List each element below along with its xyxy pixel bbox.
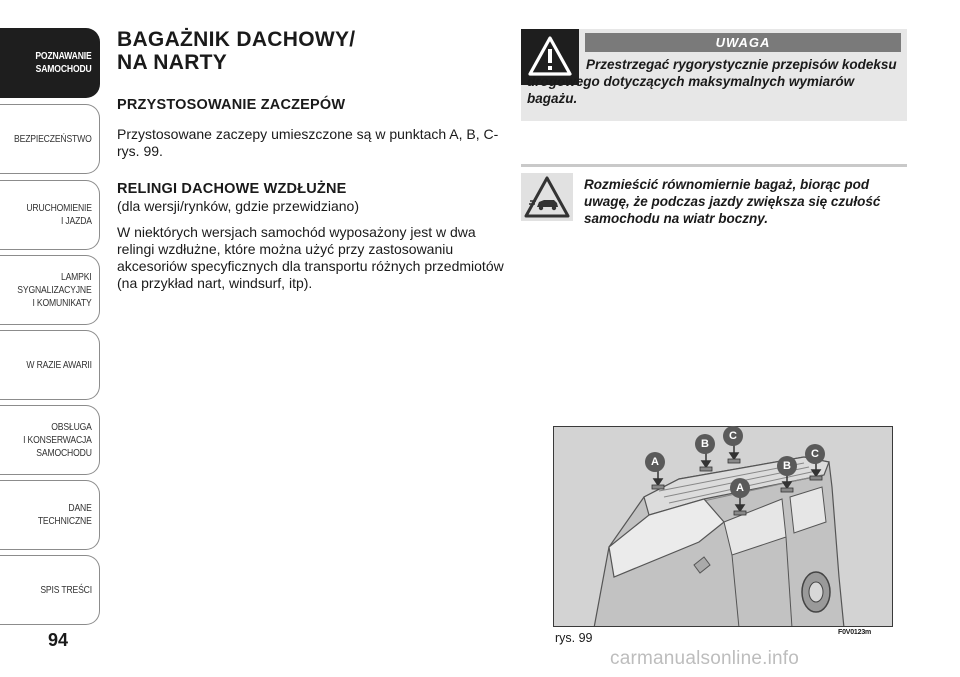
- tab-spis-tresci[interactable]: [0, 555, 100, 625]
- tab-label: OBSŁUGA I KONSERWACJA SAMOCHODU: [23, 420, 92, 459]
- callout-label: A: [730, 478, 750, 498]
- watermark: carmanualsonline.info: [610, 648, 800, 669]
- tab-lampki-sygnalizacyjne[interactable]: [0, 255, 100, 325]
- warning-text: Przestrzegać rygorystycznie przepisów kodeksu drogowego dotyczących maksymalnych wymiarów bagażu.: [527, 57, 897, 106]
- callout-label: B: [777, 456, 797, 476]
- section-relingi: [117, 180, 507, 292]
- section-note: (dla wersji/rynków, gdzie przewidziano): [117, 198, 359, 214]
- tab-uruchomienie-i-jazda[interactable]: [0, 180, 100, 250]
- tab-label: URUCHOMIENIE I JAZDA: [26, 202, 92, 227]
- callout-label: C: [723, 426, 743, 446]
- section-body: Przystosowane zaczepy umieszczone są w punktach A, B, C-rys. 99.: [117, 126, 499, 159]
- van-illustration: [554, 427, 893, 627]
- tab-label: DANE TECHNICZNE: [38, 502, 92, 527]
- tab-bezpieczenstwo[interactable]: [0, 104, 100, 174]
- callout-label: A: [645, 452, 665, 472]
- crosswind-car-icon: [521, 173, 573, 221]
- tab-label: LAMPKI SYGNALIZACYJNE I KOMUNIKATY: [17, 270, 92, 309]
- roof-rack-figure: [553, 426, 893, 627]
- figure-code: F0V0123m: [838, 629, 872, 636]
- caution-divider: [521, 164, 907, 167]
- caution-text: Rozmieścić równomiernie bagaż, biorąc pod uwagę, że podczas jazdy zwiększa się czułość samochodu na wiatr boczny.: [584, 177, 881, 226]
- callout-label: B: [695, 434, 715, 454]
- figure-caption: rys. 99: [555, 631, 593, 645]
- section-heading: PRZYSTOSOWANIE ZACZEPÓW: [117, 97, 346, 113]
- page-title: BAGAŻNIK DACHOWY/ NA NARTY: [117, 28, 356, 74]
- tab-poznawanie-samochodu[interactable]: [0, 28, 100, 98]
- tab-dane-techniczne[interactable]: [0, 480, 100, 550]
- tab-label: SPIS TREŚCI: [40, 583, 92, 596]
- tab-obsluga-i-konserwacja[interactable]: [0, 405, 100, 475]
- section-heading: RELINGI DACHOWE WZDŁUŻNE: [117, 181, 347, 197]
- tab-label: BEZPIECZEŃSTWO: [14, 132, 92, 145]
- main-content: [117, 28, 507, 305]
- page-number: 94: [47, 630, 69, 650]
- tab-w-razie-awarii[interactable]: [0, 330, 100, 400]
- section-zaczepy: [117, 96, 507, 160]
- callout-label: C: [805, 444, 825, 464]
- section-body: W niektórych wersjach samochód wyposażony jest w dwa relingi wzdłużne, które można użyć przy zastosowaniu akcesoriów specyficznych dla transportu różnych przedmiotów (na przykład nart, windsurf, itp).: [117, 224, 504, 291]
- tab-label: W RAZIE AWARII: [26, 358, 92, 371]
- warning-heading: UWAGA: [585, 33, 901, 52]
- tab-label: POZNAWANIE SAMOCHODU: [35, 50, 92, 75]
